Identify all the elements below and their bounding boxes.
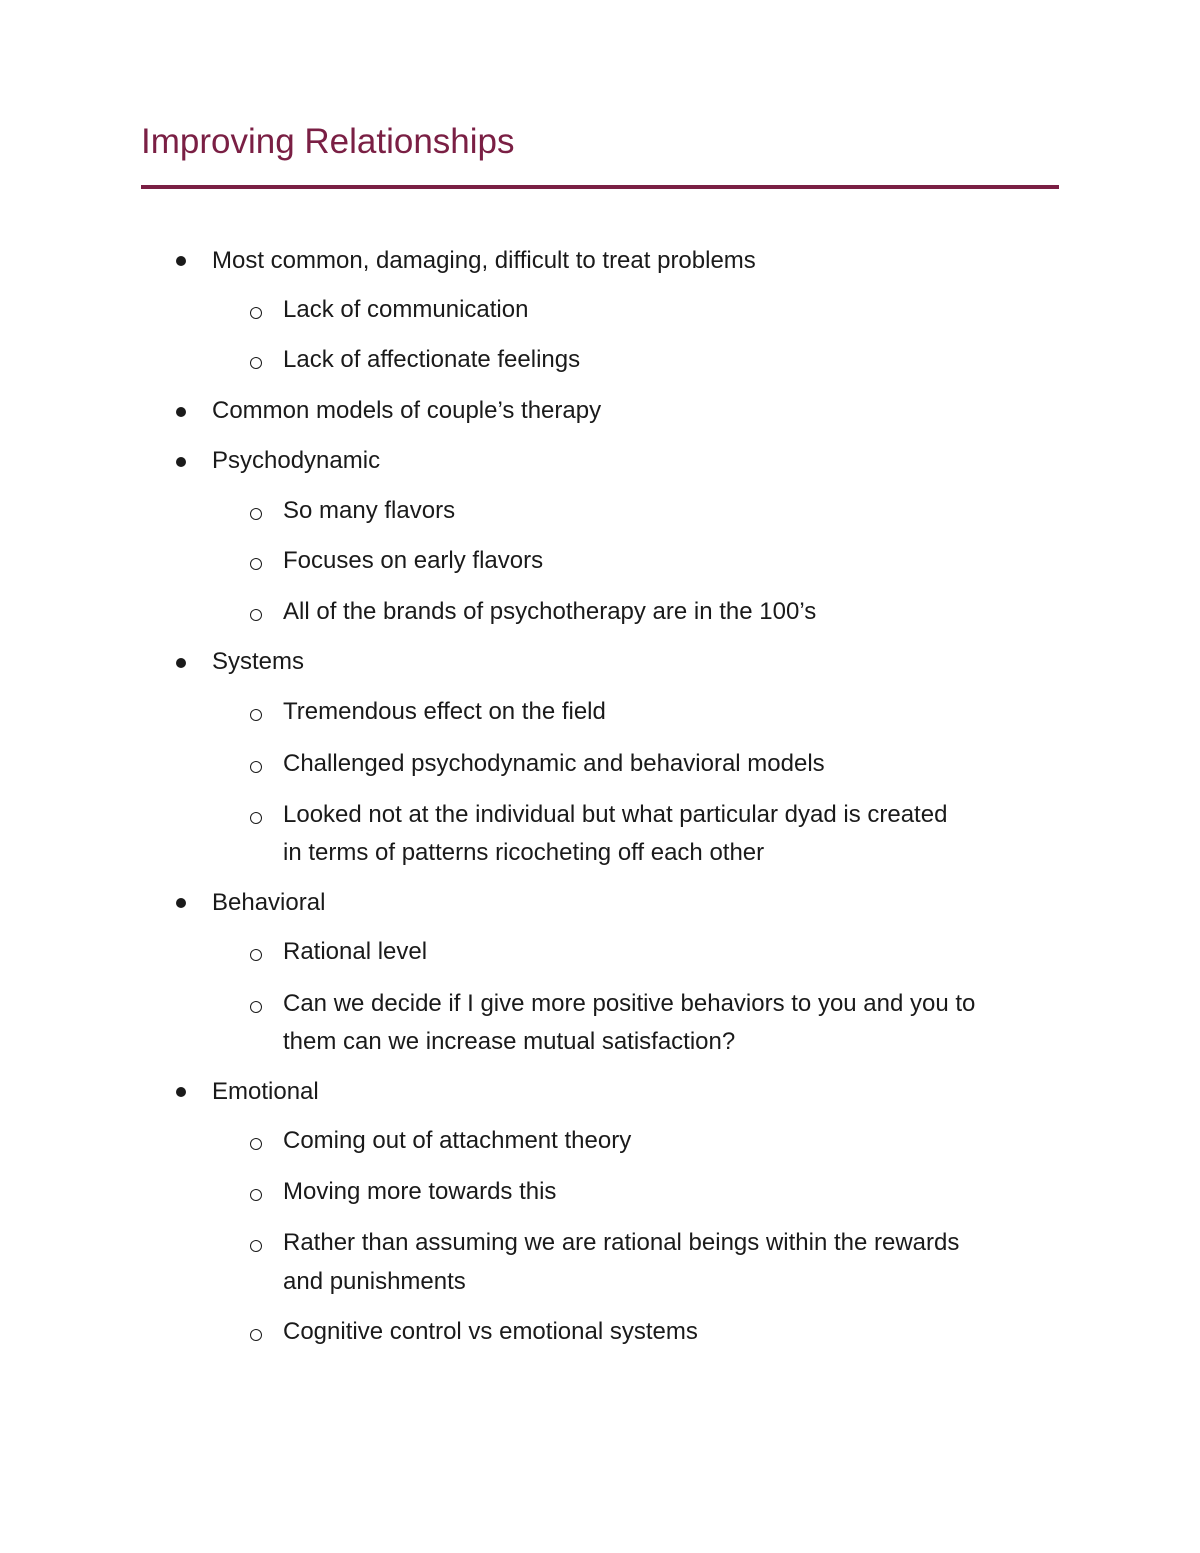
bullet-icon: [176, 898, 186, 908]
sub-list-item: Lack of affectionate feelings: [283, 346, 581, 373]
sub-bullet-icon: [250, 1240, 262, 1252]
sub-bullet-icon: [250, 609, 262, 621]
list-item: Systems: [212, 648, 305, 675]
sub-bullet-icon: [250, 812, 262, 824]
list-item: Emotional: [212, 1078, 319, 1105]
list-item: Psychodynamic: [212, 447, 381, 474]
title-divider: [141, 185, 1059, 189]
bullet-icon: [176, 407, 186, 417]
sub-bullet-icon: [250, 1001, 262, 1013]
bullet-icon: [176, 457, 186, 467]
sub-list-item: Moving more towards this: [283, 1178, 557, 1205]
sub-bullet-icon: [250, 357, 262, 369]
sub-list-item: All of the brands of psychotherapy are in the 100’s: [283, 598, 817, 625]
list-item: Behavioral: [212, 889, 326, 916]
sub-bullet-icon: [250, 949, 262, 961]
sub-list-item-continuation: them can we increase mutual satisfaction?: [283, 1028, 736, 1055]
sub-list-item: Looked not at the individual but what particular dyad is created: [283, 801, 948, 828]
sub-bullet-icon: [250, 761, 262, 773]
bullet-icon: [176, 1087, 186, 1097]
sub-bullet-icon: [250, 709, 262, 721]
sub-list-item: Challenged psychodynamic and behavioral models: [283, 750, 825, 777]
bullet-icon: [176, 256, 186, 266]
sub-list-item: Tremendous effect on the field: [283, 698, 606, 725]
sub-list-item-continuation: and punishments: [283, 1268, 466, 1295]
sub-list-item: Cognitive control vs emotional systems: [283, 1318, 698, 1345]
list-item: Common models of couple’s therapy: [212, 397, 602, 424]
sub-bullet-icon: [250, 1329, 262, 1341]
sub-list-item: So many flavors: [283, 497, 456, 524]
sub-list-item: Lack of communication: [283, 296, 529, 323]
sub-list-item: Rather than assuming we are rational beings within the rewards: [283, 1229, 960, 1256]
sub-bullet-icon: [250, 307, 262, 319]
sub-list-item: Rational level: [283, 938, 428, 965]
sub-bullet-icon: [250, 558, 262, 570]
sub-list-item: Can we decide if I give more positive behaviors to you and you to: [283, 990, 976, 1017]
sub-bullet-icon: [250, 508, 262, 520]
sub-list-item: Focuses on early flavors: [283, 547, 544, 574]
sub-bullet-icon: [250, 1138, 262, 1150]
sub-list-item-continuation: in terms of patterns ricocheting off each other: [283, 839, 765, 866]
sub-list-item: Coming out of attachment theory: [283, 1127, 632, 1154]
document-title: Improving Relationships: [141, 122, 515, 161]
sub-bullet-icon: [250, 1189, 262, 1201]
bullet-icon: [176, 658, 186, 668]
list-item: Most common, damaging, difficult to treat problems: [212, 247, 756, 274]
